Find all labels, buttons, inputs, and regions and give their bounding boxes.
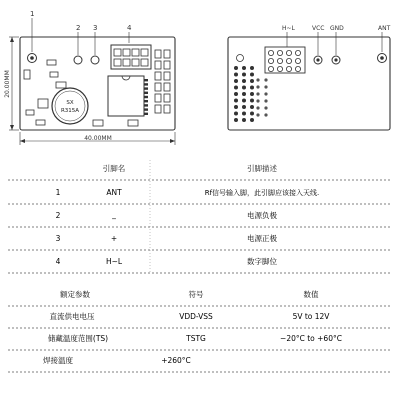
param-header-value: 数值 [303,290,319,299]
pin-row-3-desc: 电源正极 [247,234,277,243]
smd-component [26,110,34,115]
back-solder-pad [250,112,254,116]
back-mount-hole [237,55,244,62]
smd-component [164,105,170,113]
pin-row-2-desc: 电源负极 [247,211,277,220]
back-pad-gnd-hole [334,58,337,61]
smd-component [128,120,138,126]
smd-component [47,60,56,65]
back-board-outline [228,37,390,130]
back-solder-pad [242,86,246,90]
smd-component [50,72,58,77]
back-solder-pad [256,113,259,116]
back-solder-pad [256,85,259,88]
param-row-3-symbol: +260°C [161,356,191,365]
pad-3 [91,56,99,64]
decoder-ic-pins [144,79,148,115]
back-header-pad [268,50,273,55]
pin-row-3-name: + [110,234,118,243]
ic-pin [144,113,148,115]
header-pin-bottom [123,59,130,66]
pad-2 [74,56,82,64]
back-header-pads [268,50,300,71]
smd-component [155,72,161,80]
param-row-3-param: 焊接温度 [43,356,73,365]
back-solder-pad [242,99,246,103]
smd-component [155,105,161,113]
pin-row-3-num: 3 [55,234,61,243]
dim-width-label: 40.00MM [84,135,112,142]
back-solder-pad [234,92,238,96]
param-table [8,289,392,372]
back-solder-pad [242,118,246,122]
pin-row-1-name: ANT [106,188,122,197]
pin-row-2-num: 2 [55,211,61,220]
module-front-drawing [4,10,175,145]
back-solder-pad [242,112,246,116]
back-solder-pad [242,73,246,77]
pin-number-1: 1 [30,10,35,18]
back-solder-pad [234,86,238,90]
back-pad-ant-hole [380,56,384,60]
pin-row-1-desc: Rf信号输入脚，此引脚应该接入天线. [204,189,320,197]
chip-marking-line2: R315A [60,108,80,114]
ic-pin [144,87,148,89]
param-row-2-symbol: TSTG [186,334,206,343]
back-solder-pad [234,99,238,103]
param-row-2-value: −20°C to +60°C [280,334,342,343]
ic-pin [144,79,148,81]
header-pin-bottom [132,59,139,66]
back-solder-pad [242,92,246,96]
back-solder-pad [234,112,238,116]
param-row-1-symbol: VDD-VSS [179,312,213,321]
ic-pin [144,104,148,106]
param-row-1-param: 直流供电电压 [49,312,95,321]
smd-component [36,120,45,125]
back-header-pad [268,58,273,63]
smd-component [155,83,161,91]
back-solder-pad [256,106,259,109]
back-header-pad [286,50,291,55]
back-header-pad [277,66,282,71]
pin-number-3: 3 [93,24,98,32]
back-solder-pad [256,78,259,81]
module-back-drawing [228,25,391,130]
back-solder-pad [250,118,254,122]
ant-pad-hole [30,56,34,60]
back-solder-pad [250,92,254,96]
pin-row-2-name: _ [112,210,116,219]
back-label-ant: ANT [378,25,391,32]
back-solder-pad [250,99,254,103]
smd-column [155,50,170,113]
ic-pin [144,96,148,98]
back-solder-pad [250,66,254,70]
smd-component [93,120,103,126]
smd-component [164,61,170,69]
param-header-symbol: 符号 [188,290,204,299]
header-pin-top [123,49,130,56]
header-pin-bottom [114,59,121,66]
back-solder-pad [250,105,254,109]
back-solder-pad [264,106,267,109]
pin-header-pins [114,49,148,66]
header-pin-top [114,49,121,56]
pin-number-2: 2 [76,24,81,32]
back-header-pad [277,58,282,63]
pin-table [8,160,392,273]
back-solder-pad [250,73,254,77]
back-solder-pad [234,118,238,122]
header-pin-top [141,49,148,56]
back-header-pad [286,66,291,71]
back-header-pad [295,50,300,55]
param-row-1-value: 5V to 12V [292,312,330,321]
smd-component [164,94,170,102]
smd-component [164,83,170,91]
dim-height-label: 20.00MM [4,70,11,98]
back-solder-pad [264,78,267,81]
ic-pin [144,108,148,110]
param-row-2-param: 储藏温度范围(TS) [47,334,109,343]
back-solder-pad [234,79,238,83]
ic-pin [144,92,148,94]
pin-table-header-desc: 引脚描述 [247,164,277,173]
back-label-vcc: VCC [312,25,325,32]
saw-resonator [52,88,88,124]
back-solder-pad [264,85,267,88]
front-board-outline [20,37,175,130]
smd-component [155,94,161,102]
back-header-pad [277,50,282,55]
transistor [38,99,48,108]
back-header-pad [295,58,300,63]
back-solder-pad [234,73,238,77]
back-label-gnd: GND [330,25,344,32]
pin-table-header-name: 引脚名 [102,164,126,173]
back-solder-pad [242,66,246,70]
back-solder-pad [234,105,238,109]
pin-row-4-desc: 数字脚位 [247,257,277,266]
back-solder-pad [250,86,254,90]
back-header-pad [295,66,300,71]
coil [56,82,66,88]
pin-row-1-num: 1 [55,188,61,197]
back-label-hl: H~L [282,25,295,32]
back-solder-pad [264,113,267,116]
param-header-param: 额定参数 [60,290,90,299]
back-solder-pad [250,79,254,83]
pin-row-4-num: 4 [55,257,61,266]
smd-component [24,70,30,79]
pin-row-4-name: H~L [105,257,123,266]
back-solder-pad [264,99,267,102]
smd-component [164,50,170,58]
back-header-pad [268,66,273,71]
ic-pin [144,100,148,102]
chip-marking-line1: SX [66,100,74,106]
back-solder-pad [242,105,246,109]
back-pad-vcc-hole [316,58,319,61]
back-solder-pad [256,99,259,102]
header-pin-top [132,49,139,56]
smd-component [155,50,161,58]
smd-component [155,61,161,69]
back-solder-pad [242,79,246,83]
decoder-ic [108,76,144,116]
ic-pin [144,83,148,85]
pin-number-4: 4 [127,24,132,32]
back-solder-pad [256,92,259,95]
back-solder-pad [234,66,238,70]
back-header-pad [286,58,291,63]
back-ic-solder-pads [234,66,268,122]
header-pin-bottom [141,59,148,66]
back-solder-pad [264,92,267,95]
smd-component [164,72,170,80]
